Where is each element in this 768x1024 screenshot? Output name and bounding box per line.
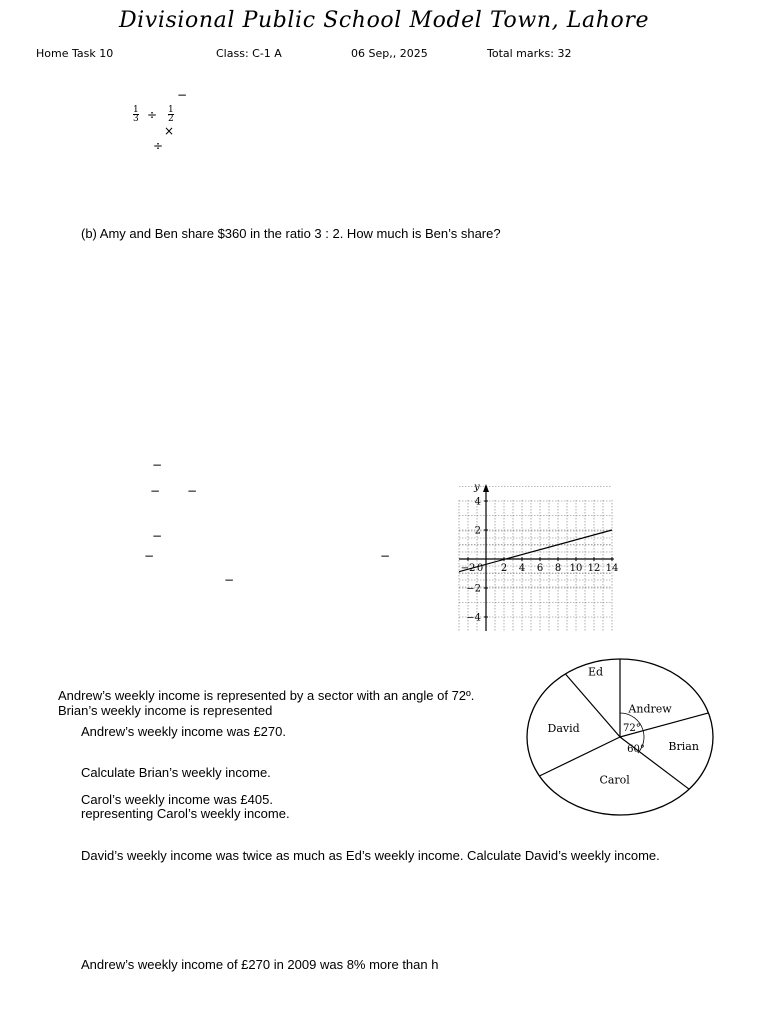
line-graph [425, 478, 750, 638]
divide-sign-2: ÷ [153, 139, 164, 153]
pie-body [527, 659, 713, 815]
stray-dash: − [187, 484, 198, 498]
carol-income-text: Carol’s weekly income was £405. [81, 792, 273, 807]
total-marks-label: Total marks: 32 [487, 47, 572, 60]
stray-dash: − [152, 529, 163, 543]
y-tick-label: 2 [474, 525, 481, 537]
andrew-income-text: Andrew’s weekly income was £270. [81, 724, 286, 739]
y-tick-label: −4 [466, 612, 481, 624]
school-title: Divisional Public School Model Town, Lahore [118, 8, 650, 33]
angle-label: 72° [623, 723, 641, 734]
question-b-text: (b) Amy and Ben share $360 in the ratio 3 : 2. How much is Ben’s share? [81, 226, 501, 241]
fraction-one-third [133, 106, 139, 123]
date-label: 06 Sep,, 2025 [351, 47, 428, 60]
x-tick-label: 14 [605, 563, 619, 574]
x-tick-label: 4 [518, 563, 526, 574]
y-axis-arrow [483, 484, 489, 492]
pie-slice-label: David [547, 722, 580, 736]
y-tick-label: 4 [474, 496, 481, 508]
fraction-numerator: 1 [168, 105, 174, 115]
carol-sector-text: representing Carol’s weekly income. [81, 806, 290, 821]
x-tick-label: 8 [554, 563, 562, 574]
question-c-line-1: Andrew’s weekly income is represented by a sector with an angle of 72º. [58, 688, 475, 703]
graph-axes [459, 482, 614, 631]
times-sign: × [164, 124, 175, 138]
x-tick-label: −2 [460, 563, 476, 574]
y-tick-label: −2 [466, 583, 481, 595]
stray-dash: − [144, 549, 155, 563]
pie-chart [522, 655, 722, 820]
pie-slice-edge [539, 737, 620, 776]
fraction-one-half [168, 106, 174, 123]
y-axis-label: y [474, 482, 480, 493]
fraction-denominator: 3 [133, 114, 139, 124]
pie-slice-label: Carol [599, 773, 630, 787]
stray-dash: − [224, 573, 235, 587]
class-label: Class: C-1 A [216, 47, 282, 60]
angle-label: 60° [627, 744, 645, 755]
pie-slice-label: Andrew [628, 702, 672, 716]
x-tick-label: 10 [569, 563, 583, 574]
andrew-2009-text: Andrew’s weekly income of £270 in 2009 was 8% more than h [81, 957, 439, 972]
x-tick-label: 2 [500, 563, 508, 574]
minus-sign: − [177, 88, 188, 102]
pie-slice-label: Brian [668, 739, 699, 753]
pie-slice-label: Ed [588, 665, 604, 679]
task-label: Home Task 10 [36, 47, 114, 60]
calc-brian-text: Calculate Brian’s weekly income. [81, 765, 271, 780]
x-tick-label: 6 [536, 563, 544, 574]
x-tick-label: 0 [476, 563, 484, 574]
stray-dash: − [150, 484, 161, 498]
stray-dash: − [152, 458, 163, 472]
question-c-line-2: Brian’s weekly income is represented [58, 703, 273, 718]
fraction-denominator: 2 [168, 114, 174, 124]
x-tick-label: 12 [587, 563, 601, 574]
david-income-text: David’s weekly income was twice as much as Ed’s weekly income. Calculate David’s weekly income. [81, 848, 660, 863]
fraction-numerator: 1 [133, 105, 139, 115]
divide-sign: ÷ [147, 108, 158, 122]
stray-dash: − [380, 549, 391, 563]
